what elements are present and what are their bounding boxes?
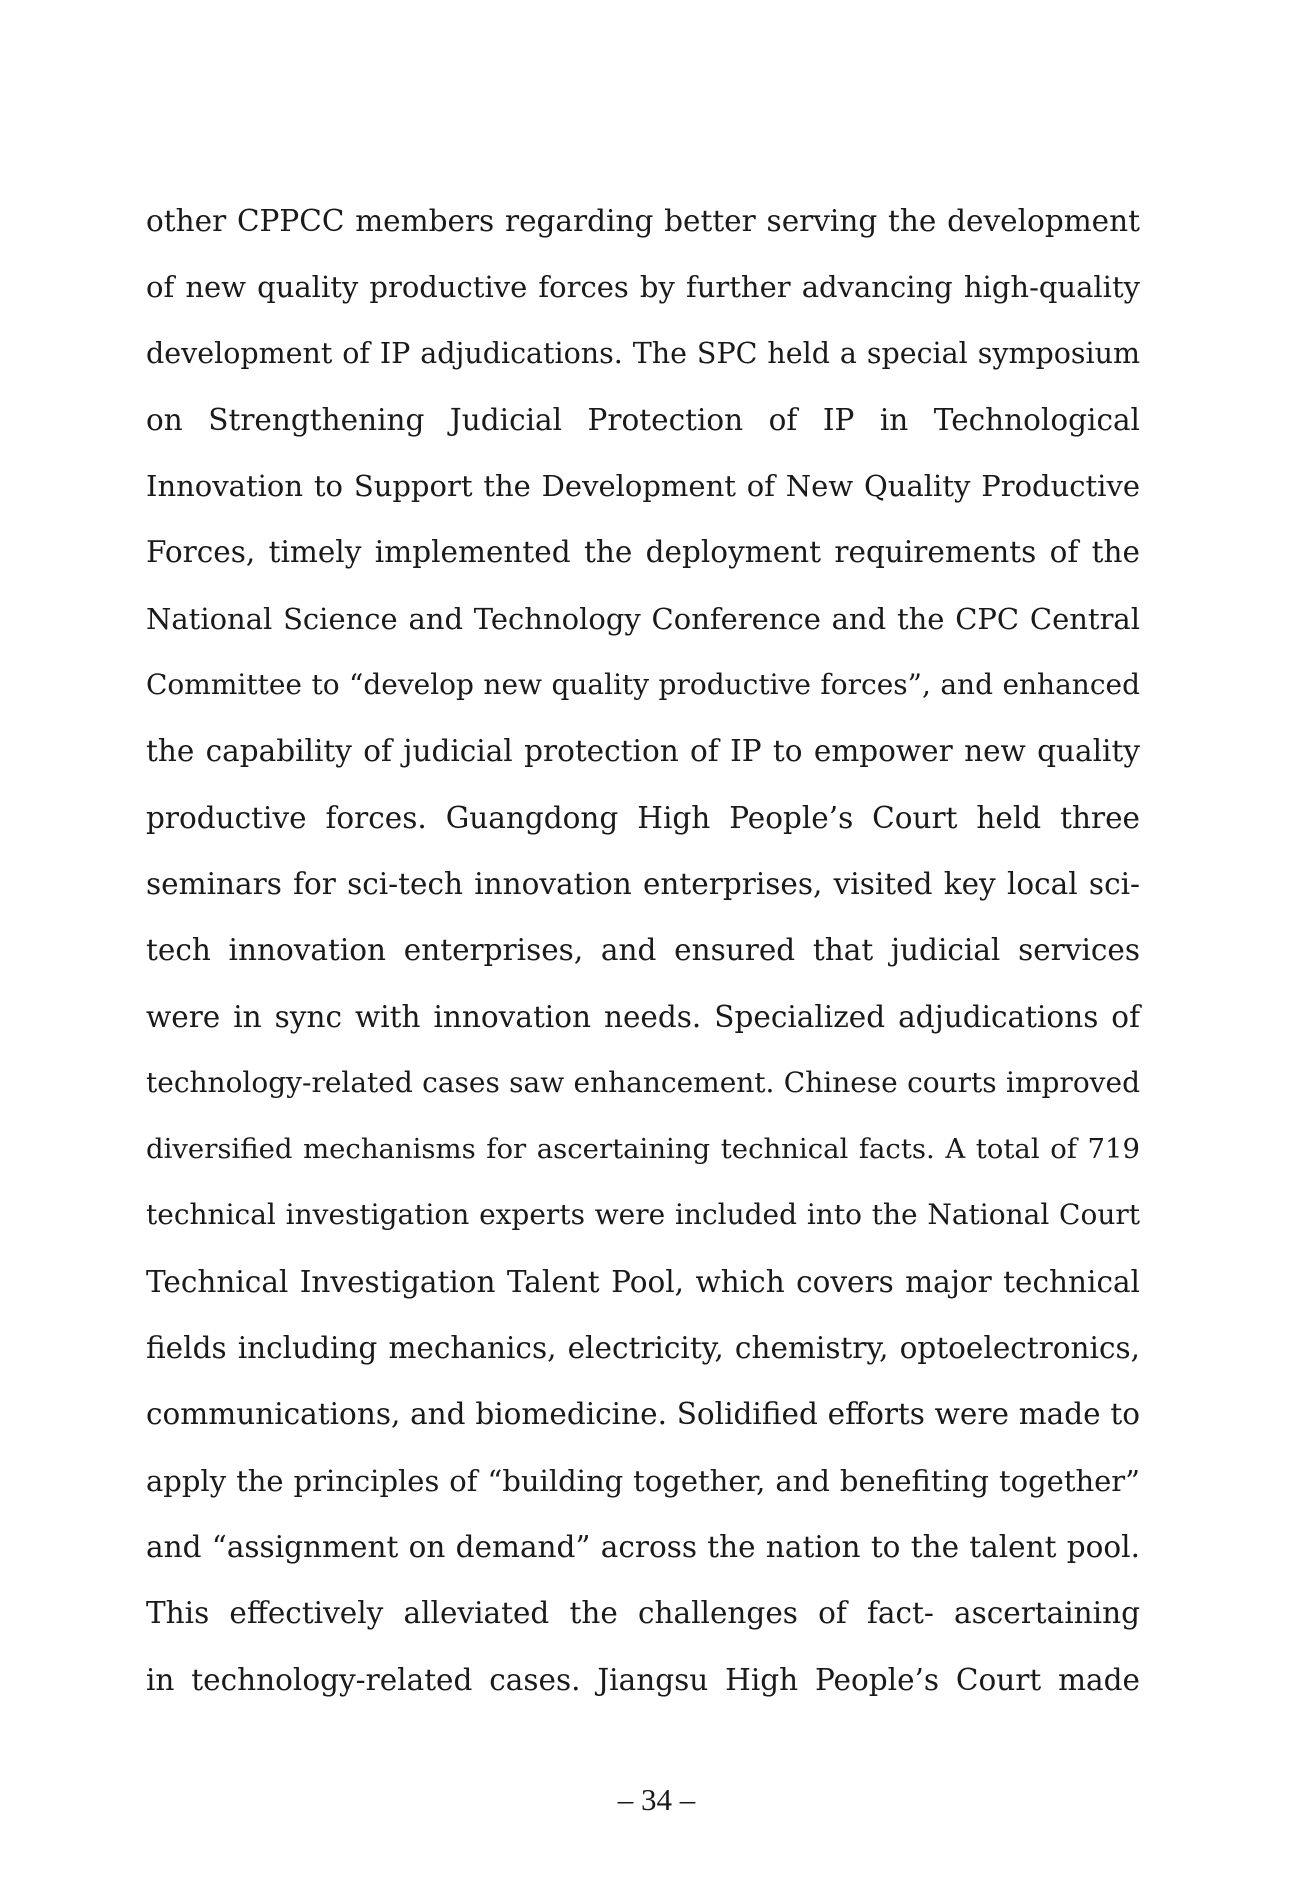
text-line: were in sync with innovation needs. Specialized adjudications of xyxy=(146,999,1140,1034)
text-line: other CPPCC members regarding better serving the development xyxy=(146,204,1140,238)
text-line: tech innovation enterprises, and ensured that judicial services xyxy=(146,933,1140,968)
text-line: development of IP adjudications. The SPC held a special symposium xyxy=(146,336,1140,370)
text-line: Committee to “develop new quality productive forces”, and enhanced xyxy=(146,668,1140,702)
body-paragraph xyxy=(146,194,1140,1719)
text-line: communications, and biomedicine. Solidified efforts were made to xyxy=(146,1397,1140,1432)
text-line: technical investigation experts were included into the National Court xyxy=(146,1198,1140,1232)
text-line: of new quality productive forces by further advancing high-quality xyxy=(146,270,1140,305)
text-line: Technical Investigation Talent Pool, which covers major technical xyxy=(146,1264,1140,1299)
text-line: fields including mechanics, electricity, chemistry, optoelectronics, xyxy=(146,1331,1140,1366)
text-line: seminars for sci-tech innovation enterprises, visited key local sci- xyxy=(146,866,1140,901)
text-line: the capability of judicial protection of IP to empower new quality xyxy=(146,734,1140,769)
text-line: on Strengthening Judicial Protection of IP in Technological xyxy=(146,402,1140,437)
text-line: apply the principles of “building together, and benefiting together” xyxy=(146,1463,1140,1498)
text-line: Innovation to Support the Development of New Quality Productive xyxy=(146,469,1140,504)
text-line: This effectively alleviated the challenges of fact- ascertaining xyxy=(146,1596,1140,1631)
text-line: productive forces. Guangdong High People’s Court held three xyxy=(146,800,1140,835)
text-line: technology-related cases saw enhancement. Chinese courts improved xyxy=(146,1065,1140,1099)
text-line: diversified mechanisms for ascertaining technical facts. A total of 719 xyxy=(146,1133,1140,1166)
page-number: – 34 – xyxy=(617,1782,696,1817)
text-line: National Science and Technology Conference and the CPC Central xyxy=(146,601,1140,636)
text-line: in technology-related cases. Jiangsu High People’s Court made xyxy=(146,1662,1140,1697)
text-line: Forces, timely implemented the deployment requirements of the xyxy=(146,535,1140,570)
text-line: and “assignment on demand” across the nation to the talent pool. xyxy=(146,1529,1140,1564)
